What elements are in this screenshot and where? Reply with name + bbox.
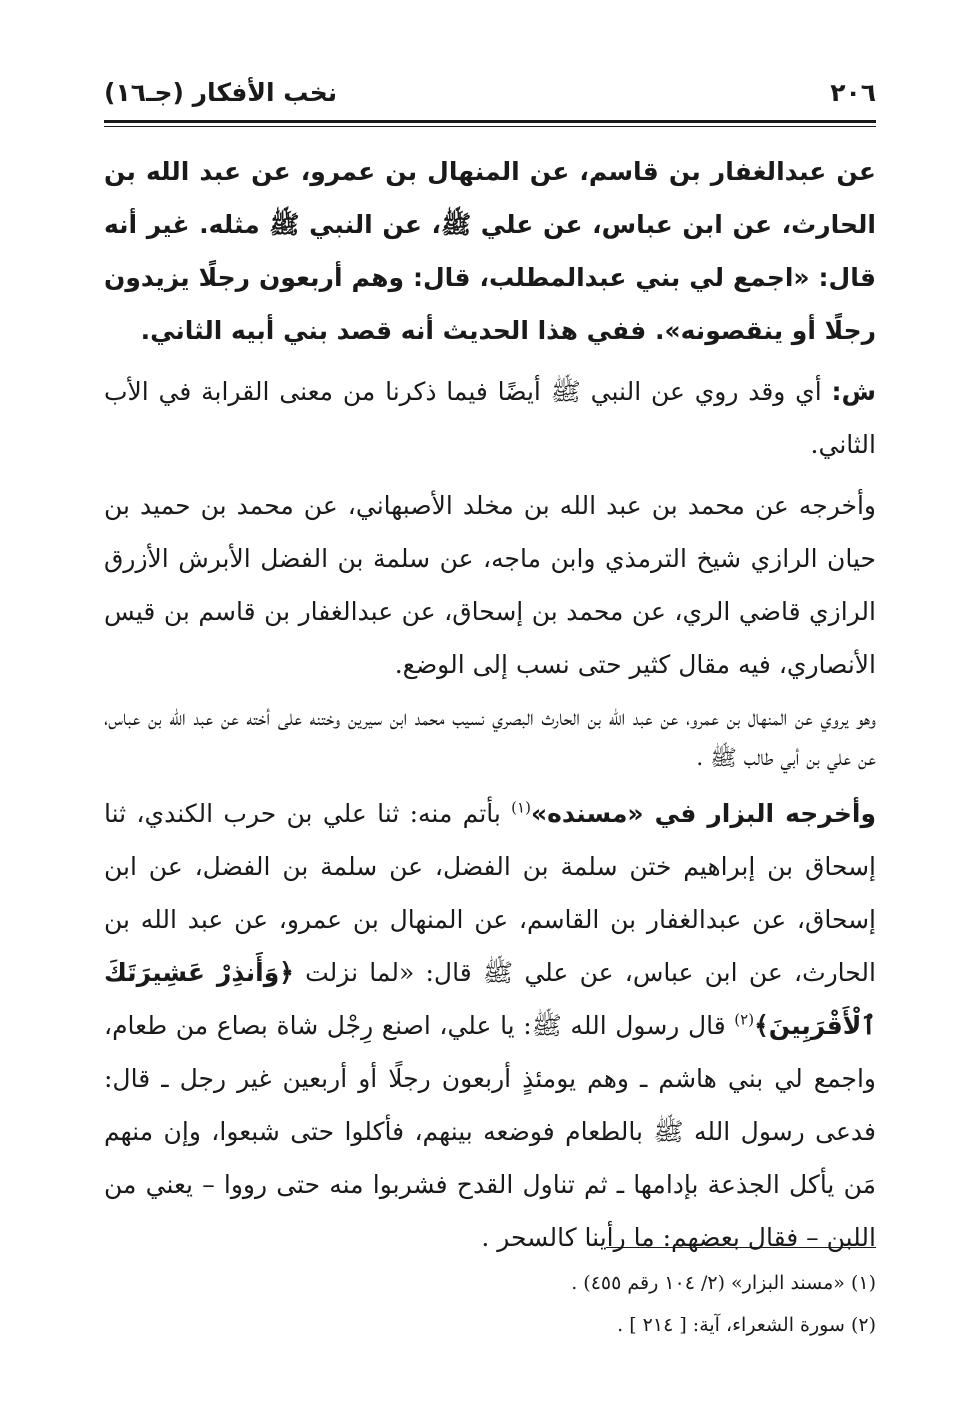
paragraph-narrators: وأخرجه عن محمد بن عبد الله بن مخلد الأصبهاني، عن محمد بن حميد بن حيان الرازي شيخ الترمذي وابن ماجه، عن سلمة بن الفضل الأبرش الأزرق الرازي قاضي الري، عن محمد بن إسحاق، عن عبدالغفار بن قاسم بن قيس الأنصاري، فيه مقال كثير حتى نسب إلى الوضع. [104,491,876,679]
page-number: ٢٠٦ [830,78,876,107]
paragraph-bazzar [104,787,876,1264]
main-text [104,145,876,1264]
quran-quote: ﴿وَأَنذِرْ عَشِيرَتَكَ ٱلْأَقْرَبِينَ﴾ [104,958,876,1040]
footnote-1: (١) «مسند البزار» (٢/ ١٠٤ رقم ٤٥٥) . [571,1272,876,1294]
commentary-marker: ش: [831,377,876,406]
footnote-ref-2: (٢) [734,1010,755,1029]
footnote-2: (٢) سورة الشعراء، آية: [ ٢١٤ ] . [617,1314,876,1336]
bazzar-text-2: قال رسول الله ﷺ: يا علي، اصنع رِجْل شاة بصاع من طعام، واجمع لي بني هاشم ـ وهم يومئذٍ أربعون رجلًا أو أربعين غير رجل ـ قال: فدعى رسول الله ﷺ بالطعام فوضعه بينهم، فأكلوا حتى شبعوا، وإن منهم مَن يأكل الجذعة بإدامها ـ ثم تناول القدح فشربوا منه حتى رووا – يعني من اللبن – فقال بعضهم: ما رأينا كالسحر . [104,1011,876,1252]
footnote-separator [606,1247,876,1248]
commentary-text: أي وقد روي عن النبي ﷺ أيضًا فيما ذكرنا من معنى القرابة في الأب الثاني. [104,377,876,459]
footnote-ref-1: (١) [511,798,531,817]
header-rule-thin [104,126,876,127]
page-header [104,78,876,118]
paragraph-hadith-text: عن عبدالغفار بن قاسم، عن المنهال بن عمرو، عن عبد الله بن الحارث، عن ابن عباس، عن علي ﷺ، عن النبي ﷺ مثله. غير أنه قال: «اجمع لي بني عبدالمطلب، قال: وهم أربعون رجلًا يزيدون رجلًا أو ينقصونه». ففي هذا الحديث أنه قصد بني أبيه الثاني. [104,157,876,345]
bazzar-text-1: بأتم منه: ثنا علي بن حرب الكندي، ثنا إسحاق بن إبراهيم ختن سلمة بن الفضل، عن سلمة بن الفضل، عن ابن إسحاق، عن عبدالغفار بن القاسم، عن المنهال بن عمرو، عن عبد الله بن الحارث، عن ابن عباس، عن علي ﷺ قال: «لما نزلت [104,799,876,987]
bazzar-lead: وأخرجه البزار في «مسنده» [530,799,876,828]
paragraph-narrator-note: وهو يروي عن المنهال بن عمرو، عن عبد الله بن الحارث البصري نسيب محمد ابن سيرين وختنه على أخته عن عبد الله بن عباس، عن علي بن أبي طالب ﷺ . [104,706,876,771]
footnotes [104,1262,876,1346]
paragraph-commentary [104,365,876,471]
header-rule [104,120,876,123]
running-title: نخب الأفكار (جـ١٦) [104,78,338,107]
